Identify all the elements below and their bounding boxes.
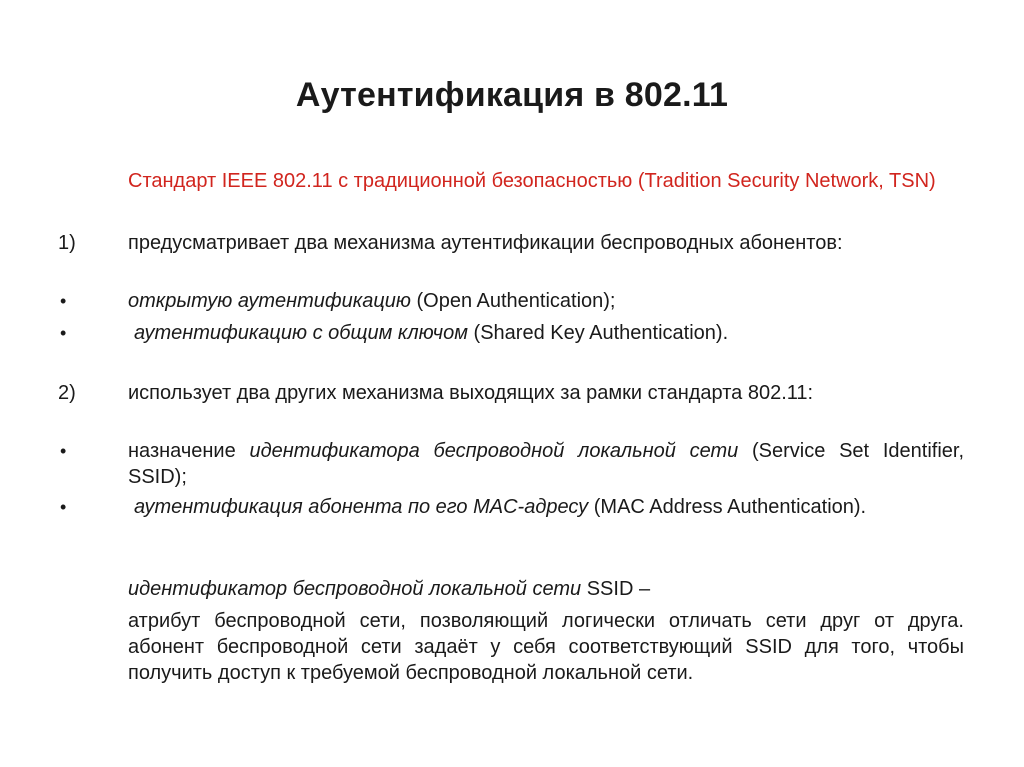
bullet2-1-em: идентификатора беспроводной локальной сети	[249, 440, 739, 462]
bullet1-1-em: открытую аутентификацию	[128, 290, 411, 312]
definition-term	[128, 576, 964, 602]
bullet2-2-rest: (MAC Address Authentication).	[588, 496, 867, 518]
definition-em: идентификатор беспроводной локальной сети	[128, 578, 582, 600]
item1-marker: 1)	[58, 232, 76, 254]
bullet1-2-em: аутентификацию с общим ключом	[134, 322, 468, 344]
bullet2-2-em: аутентификация абонента по его MAC-адресу	[134, 496, 589, 518]
bullet2-1-text	[128, 438, 964, 490]
bullet2-1-marker: •	[60, 441, 67, 461]
item1-text: предусматривает два механизма аутентификации беспроводных абонентов:	[128, 232, 843, 254]
bullet2-2-marker: •	[60, 497, 67, 517]
bullet2-1-pre: назначение	[128, 440, 250, 462]
bullet1-1-rest: (Open Authentication);	[410, 290, 616, 312]
bullet1-2-rest: (Shared Key Authentication).	[467, 322, 729, 344]
bullet1-1-marker: •	[60, 291, 67, 311]
bullet1-2-marker: •	[60, 323, 67, 343]
bullet2-1-rest: (Service Set Identifier, SSID);	[128, 440, 964, 488]
definition-rest: SSID –	[581, 578, 651, 600]
bullet2-2-text	[128, 494, 970, 520]
intro-text: Стандарт IEEE 802.11 с традиционной безопасностью (Tradition Security Network, TSN)	[128, 170, 936, 192]
item2-text: использует два других механизма выходящих за рамки стандарта 802.11:	[128, 382, 814, 404]
slide-title: Аутентификация в 802.11	[295, 76, 729, 114]
item2-marker: 2)	[58, 382, 76, 404]
definition-body: атрибут беспроводной сети, позволяющий логически отличать сети друг от друга. абонент беспроводной сети задаёт у себя соответствующий SSID для того, чтобы получить доступ к требуемой беспроводной локальной сети.	[128, 610, 964, 684]
bullet1-2-text	[128, 320, 970, 346]
bullet1-1-text	[128, 288, 964, 314]
